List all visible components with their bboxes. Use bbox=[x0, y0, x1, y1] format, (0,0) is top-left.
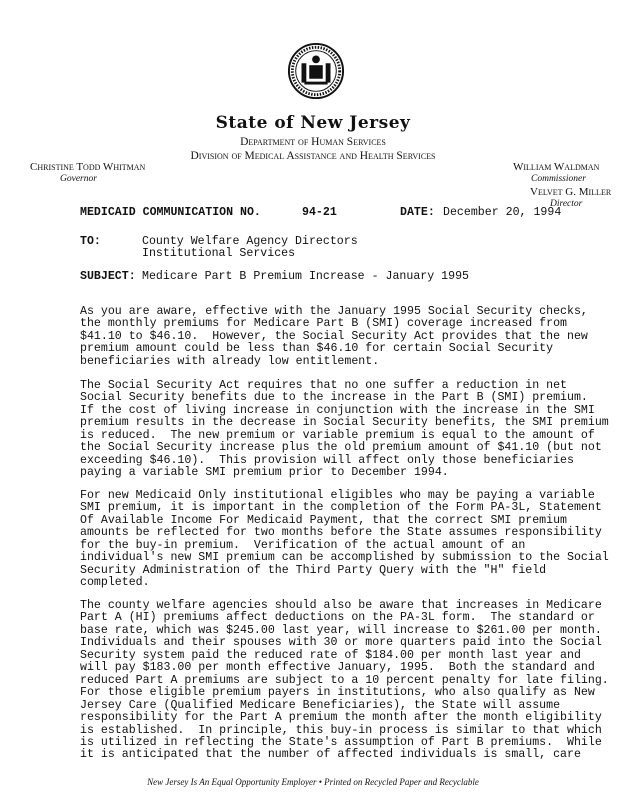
date-label: DATE: bbox=[400, 206, 435, 219]
subject-value: Medicare Part B Premium Increase - January 1995 bbox=[142, 270, 469, 283]
subject-label: SUBJECT: bbox=[80, 270, 136, 283]
state-title: State of New Jersey bbox=[215, 113, 411, 133]
governor-title: Governor bbox=[60, 174, 97, 184]
communication-number: 94-21 bbox=[302, 206, 337, 219]
paragraph-2: The Social Security Act requires that no one suffer a reduction in net Social Security benefits due to the increase in the Part B (SMI) premium. If the cost of living increase in conjunction with the increase in the SMI premium results in the decrease in Social Security benefits, the SMI premium is reduced. The new premium or variable premium is equal to the amount of the Social Security increase plus the old premium amount of $41.10 (but not exceeding $46.10). This provision will affect only those beneficiaries paying a variable SMI premium prior to December 1994. bbox=[80, 379, 609, 480]
date-value: December 20, 1994 bbox=[443, 206, 562, 219]
director-title: Director bbox=[550, 199, 583, 209]
footer-text: New Jersey Is An Equal Opportunity Employer • Printed on Recycled Paper and Recyclable bbox=[147, 777, 479, 787]
to-recipient-1: County Welfare Agency Directors bbox=[142, 235, 358, 248]
governor-block bbox=[30, 161, 145, 185]
governor-name: Christine Todd Whitman bbox=[30, 161, 146, 173]
commissioner-title: Commissioner bbox=[531, 174, 586, 184]
to-label: TO: bbox=[80, 235, 101, 248]
communication-label: MEDICAID COMMUNICATION NO. bbox=[80, 206, 261, 219]
state-seal-icon bbox=[287, 42, 345, 100]
paragraph-4: The county welfare agencies should also be aware that increases in Medicare Part A (HI) premiums affect deductions on the PA-3L form. The standard or base rate, which was $245.00 last year, will increase to $261.00 per month. Individuals and their spouses with 30 or more quarters paid into the Social Security system paid the reduced rate of $184.00 per month last year and will pay $183.00 per month effective January, 1995. Both the standard and reduced Part A premiums are subject to a 10 percent penalty for late filing. For those eligible premium payers in institutions, who also qualify as New Jersey Care (Qualified Medicare Beneficiaries), the State will assume responsibility for the Part A premium the month after the month eligibility is established. In principle, this buy-in process is similar to that which is utilized in reflecting the State's assumption of Part B premiums. While it is anticipated that the number of affected individuals is small, care bbox=[80, 599, 609, 762]
to-recipient-2: Institutional Services bbox=[142, 247, 296, 260]
director-name: Velvet G. Miller bbox=[530, 186, 612, 198]
department-name: Department of Human Services bbox=[240, 136, 386, 148]
commissioner-block bbox=[513, 161, 599, 185]
paragraph-1: As you are aware, effective with the January 1995 Social Security checks, the monthly premiums for Medicare Part B (SMI) coverage increased from $41.10 to $46.10. However, the Social Security Act provides that the new premium amount could be less than $46.10 for certain Social Security beneficiaries with already low entitlement. bbox=[80, 305, 588, 368]
commissioner-name: William Waldman bbox=[513, 161, 600, 173]
division-name: Division of Medical Assistance and Health Services bbox=[190, 150, 436, 162]
paragraph-3: For new Medicaid Only institutional eligibles who may be paying a variable SMI premium, it is important in the completion of the Form PA-3L, Statement Of Available Income For Medicaid Payment, that the correct SMI premium amounts be reflected for two months before the State assumes responsibility for the buy-in premium. Verification of the actual amount of an individual's new SMI premium can be accomplished by submission to the Social Security Administration of the Third Party Query with the "H" field completed. bbox=[80, 489, 609, 590]
